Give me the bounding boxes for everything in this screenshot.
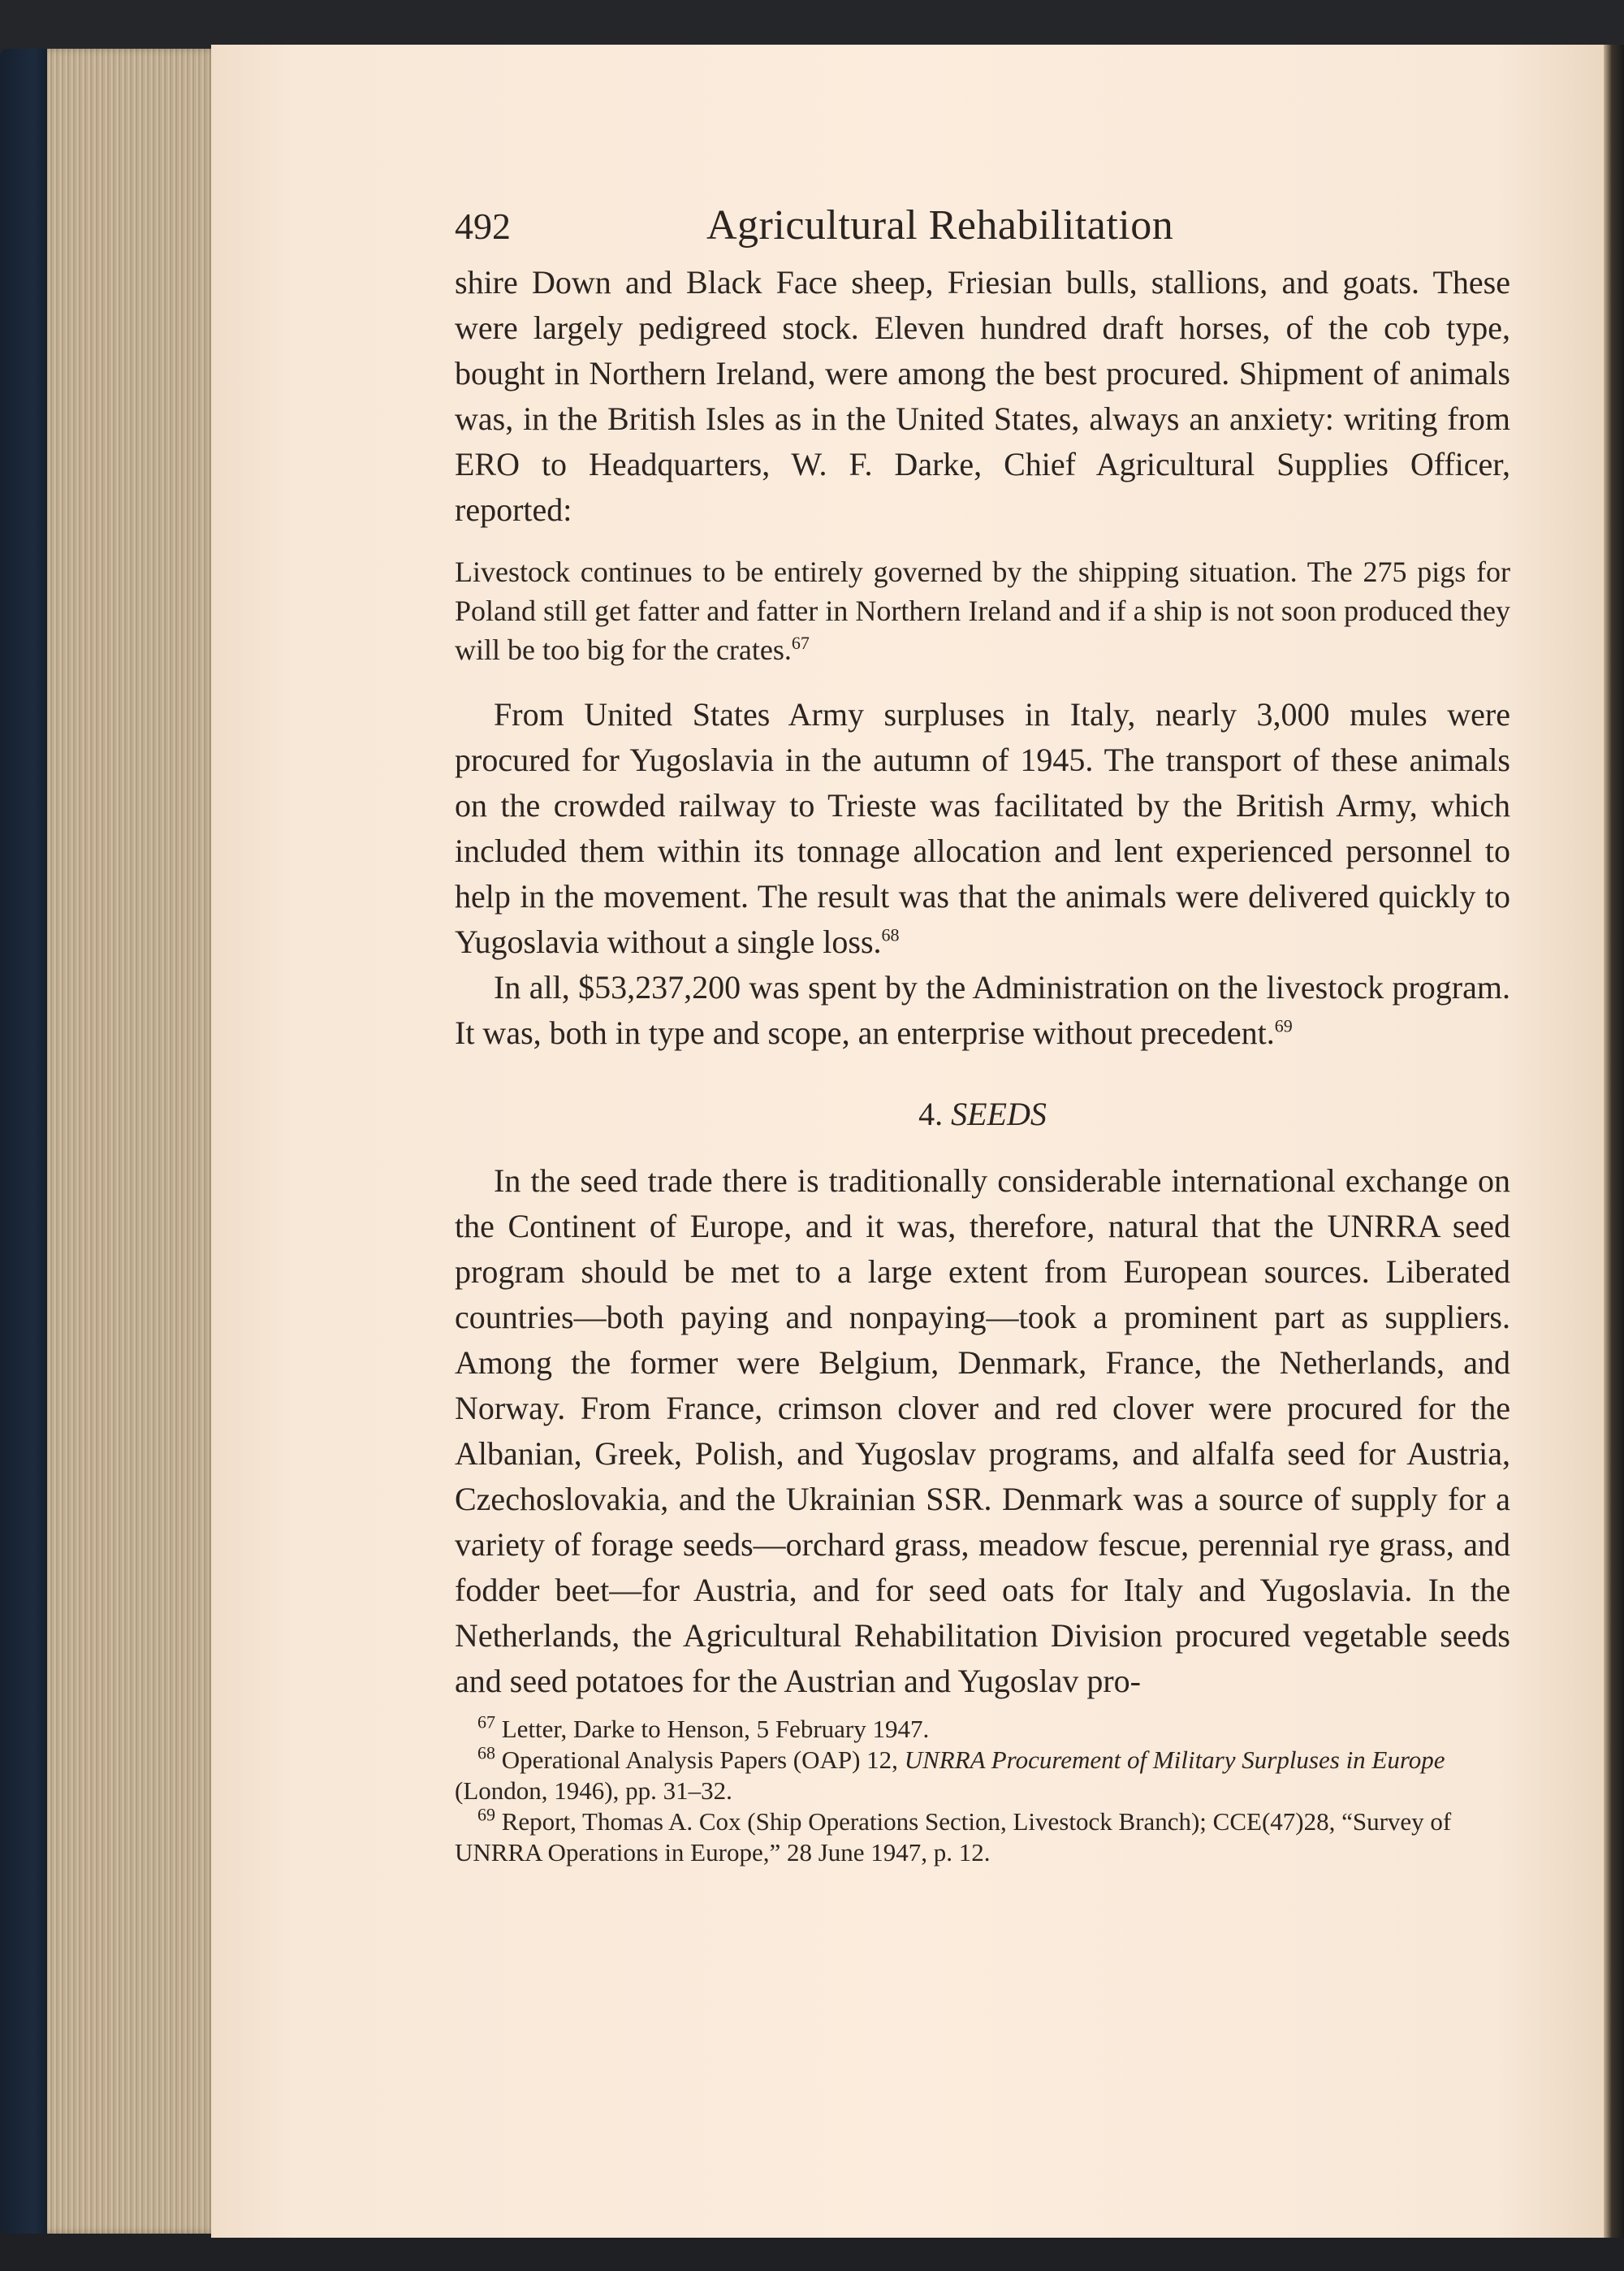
paragraph-2-text: From United States Army surpluses in Italy, nearly 3,000 mules were procured for Yugoslavia in the autumn of 1945. The transport of these animals on the crowded railway to Trieste was facilitated by the British Army, which included them within its tonnage allocation and lent experienced personnel to help in the movement. The result was that the animals were delivered quickly to Yugoslavia without a single loss. — [455, 696, 1510, 960]
book-gutter — [1604, 45, 1624, 2238]
page-header — [455, 203, 1510, 260]
paragraph-4: In the seed trade there is traditionally considerable international exchange on the Continent of Europe, and it was, therefore, natural that the UNRRA seed program should be met to a large extent from European sources. Liberated countries—both paying and nonpaying—took a prominent part as suppliers. Among the former were Belgium, Denmark, France, the Netherlands, and Norway. From France, crimson clover and red clover were procured for the Albanian, Greek, Polish, and Yugoslav programs, and alfalfa seed for Austria, Czechoslovakia, and the Ukrainian SSR. Denmark was a source of supply for a variety of forage seeds—orchard grass, meadow fescue, perennial rye grass, and fodder beet—for Austria, and for seed oats for Italy and Yugoslavia. In the Netherlands, the Agricultural Rehabilitation Division procured vegetable seeds and seed potatoes for the Austrian and Yugoslav pro- — [455, 1162, 1510, 1699]
paragraph-3-text: In all, $53,237,200 was spent by the Administration on the livestock program. It was, both in type and scope, an enterprise without precedent. — [455, 969, 1510, 1051]
footnote-number: 68 — [477, 1742, 495, 1763]
page-text — [455, 203, 1510, 1868]
quote-text: Livestock continues to be entirely governed by the shipping situation. The 275 pigs for Poland still get fatter and fatter in Northern Ireland and if a ship is not soon produced they will be too big for the crates. — [455, 556, 1510, 666]
footnote-text: (London, 1946), pp. 31–32. — [455, 1776, 732, 1805]
footnote-text: Operational Analysis Papers (OAP) 12, — [501, 1745, 905, 1774]
footnote-67 — [455, 1711, 1510, 1745]
page-number: 492 — [455, 205, 511, 247]
page-edges — [47, 49, 218, 2234]
footnote-ref-68: 68 — [881, 924, 900, 945]
paragraph-3 — [455, 965, 1510, 1056]
footnote-69 — [455, 1806, 1510, 1868]
footnote-number: 67 — [477, 1711, 495, 1732]
footnote-ref-69: 69 — [1274, 1015, 1293, 1036]
footnote-text: Report, Thomas A. Cox (Ship Operations Section, Livestock Branch); CCE(47)28, “Survey of UNRRA Operations in Europe,” 28 June 1947, p. 12. — [455, 1807, 1452, 1867]
paragraph-1: shire Down and Black Face sheep, Friesian bulls, stallions, and goats. These were largely pedigreed stock. Eleven hundred draft horses, of the cob type, bought in Northern Ireland, were among the best procured. Shipment of animals was, in the British Isles as in the United States, always an anxiety: writing from ERO to Headquarters, W. F. Darke, Chief Agricultural Supplies Officer, reported: — [455, 264, 1510, 528]
block-quote — [455, 552, 1510, 669]
running-head: Agricultural Rehabilitation — [706, 202, 1174, 249]
paragraph-2 — [455, 692, 1510, 965]
footnote-68 — [455, 1742, 1510, 1806]
footnote-ref-67: 67 — [791, 633, 810, 653]
footnote-title: UNRRA Procurement of Military Surpluses in Europe — [904, 1745, 1445, 1774]
footnote-number: 69 — [477, 1804, 495, 1825]
footnote-text: Letter, Darke to Henson, 5 February 1947. — [501, 1715, 930, 1743]
footnotes — [455, 1711, 1510, 1868]
section-title: SEEDS — [951, 1096, 1047, 1132]
section-number: 4. — [918, 1096, 944, 1132]
section-heading — [455, 1092, 1510, 1137]
